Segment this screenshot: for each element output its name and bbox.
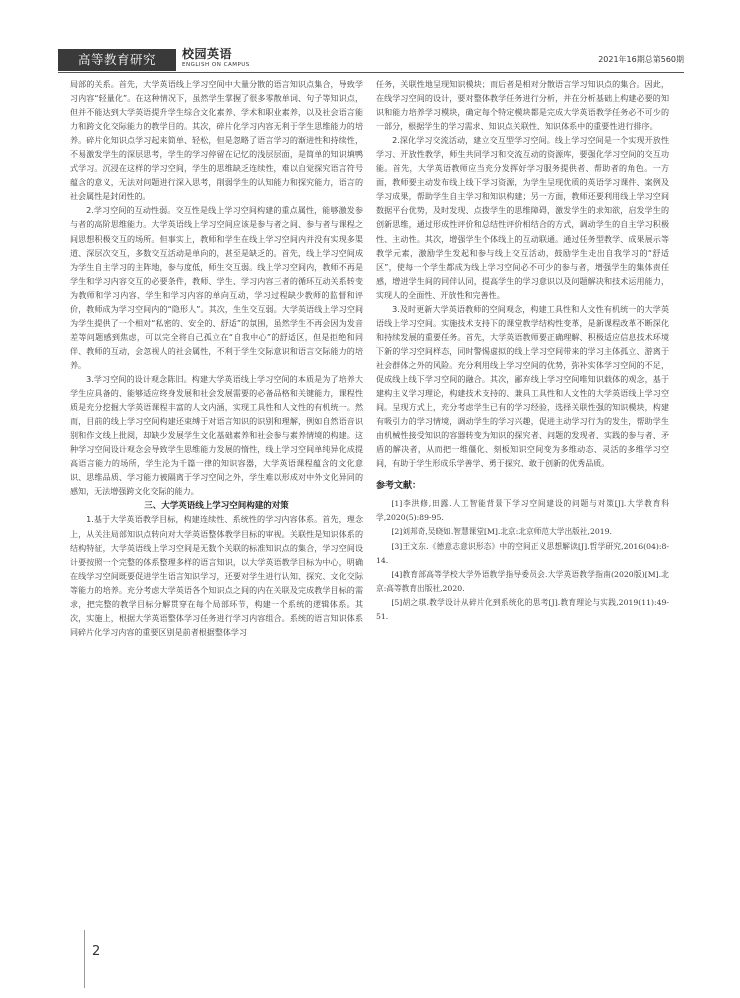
page-number: 2 <box>92 944 101 959</box>
reference-item: [1]李洪修,田露.人工智能背景下学习空间建设的问题与对策[J].大学教育科学,2020(5):89-95. <box>376 499 669 523</box>
reference-item: [2]刘邦奇,吴晓如.智慧课堂[M].北京:北京师范大学出版社,2019. <box>391 527 612 537</box>
reference-item: [3]王文东.《德意志意识形态》中的空间正义思想解读[J].哲学研究,2016(04):8-14. <box>376 541 669 565</box>
left-text-column <box>70 78 363 640</box>
body-paragraph: 2.学习空间的互动性弱。交互性是线上学习空间构建的重点属性，能够激发参与者的高阶思维能力。大学英语线上学习空间应该是参与者之间、参与者与课程之间思想积极交互的场所。但事实上，教师和学生在线上学习空间内并没有实现多渠道、深层次交互，多数交互活动是单向的，甚至是缺乏的。首先，线上学习空间成为学生自主学习的主阵地，参与度低，师生交互弱。线上学习空间内，教师不再是学生和学习内容交互的必要条件，教师、学生、学习内容三者的循环互动关系转变为教师和学习内容、学生和学习内容的单向互动，学习过程缺少教师的监督和评价，教师成为学习空间内的“隐形人”。其次，生生交互弱。大学英语线上学习空间为学生提供了一个相对“私密的、安全的、舒适”的氛围，虽然学生不再会因为发音差等问题感到焦虑，可以完全将自己孤立在“自我中心”的舒适区，但是拒绝和同伴、教师的互动，会忽视人的社会属性，不利于学生交际意识和语言交际能力的培养。 <box>70 206 363 370</box>
references-title: 参考文献： <box>376 481 422 492</box>
page-number-divider <box>84 930 85 988</box>
right-text-column <box>376 78 669 624</box>
body-paragraph: 2.深化学习交流活动，建立交互型学习空间。线上学习空间是一个实现开放性学习、开放性教学，师生共同学习和交流互动的资源库，要强化学习空间的交互功能。首先，大学英语教师应当充分发挥好学习服务提供者、帮助者的角色。一方面，教师要主动发布线上线下学习资源，为学生呈现优质的英语学习课件、案例及学习成果，帮助学生自主学习和知识构建；另一方面，教师还要利用线上学习空间数据平台优势，及时发现、点拨学生的思维障碍，激发学生的求知欲，启发学生的创新思维，通过形成性评价和总结性评价相结合的方式，调动学生的自主学习积极性、主动性。其次，增强学生个体线上的互动联通。通过任务型教学、成果展示等教学元素，激励学生发起和参与线上交互活动，鼓励学生走出自我学习的“舒适区”，使每一个学生都成为线上学习空间必不可少的参与者，增强学生的集体责任感，增进学生间的同伴认同，提高学生的学习意识以及问题解决和技术运用能力，实现人的全面性、开放性和完善性。 <box>376 136 669 300</box>
reference-item: [4]教育部高等学校大学外语教学指导委员会.大学英语教学指南(2020版)[M].北京:高等教育出版社,2020. <box>376 569 669 593</box>
page-header <box>58 49 684 71</box>
body-paragraph: 3.学习空间的设计观念陈旧。构建大学英语线上学习空间的本质是为了培养大学生应具备的、能够适应终身发展和社会发展需要的必备品格和关键能力，课程性质是充分挖掘大学英语课程丰富的人文内涵，实现工具性和人文性的有机统一。然而，目前的线上学习空间构建还束缚于对语言知识的识别和理解，例如自然语音识别和作文线上批阅，却缺少发展学生文化基础素养和社会参与素养情境的构建。这种学习空间设计观念会导致学生思维能力发展的惰性，线上学习空间单纯异化成提高语言能力的场所，学生沦为千篇一律的知识容器，大学英语课程蕴含的文化意识、思维品质、学习能力被隔离于学习空间之外，学生难以形成对中外文化异同的感知，无法增强跨文化交际的能力。 <box>70 374 363 497</box>
header-divider <box>58 72 684 73</box>
section-heading: 三、大学英语线上学习空间构建的对策 <box>144 501 289 512</box>
logo-chinese-text: 校园英语 <box>182 47 233 61</box>
campus-english-logo <box>182 47 250 69</box>
body-paragraph: 局部的关系。首先，大学英语线上学习空间中大量分散的语言知识点集合，导致学习内容“轻量化”。在这种情况下，虽然学生掌握了很多零散单词、句子等知识点，但并不能达到大学英语提升学生综合文化素养、学术和职业素养，以及社会语言能力和跨文化交际能力的教学目的。其次，碎片化学习内容无利于学生思维能力的培养。碎片化知识点学习起来简单、轻松，但是忽略了语言学习的渐进性和持续性，不易激发学生的深层思考，学生的学习停留在记忆的浅层层面，是简单的知识填鸭式学习。沉浸在这样的学习空间，学生的思维缺乏连续性，难以自觉探究语言符号蕴含的意义，无法对问题进行深入思考，削弱学生的认知能力和探究能力，语言的社会属性是封闭性的。 <box>70 80 363 202</box>
body-paragraph: 1.基于大学英语教学目标，构建连续性、系统性的学习内容体系。首先，理念上，从关注局部知识点转向对大学英语整体教学目标的审视。关联性是知识体系的结构特征，大学英语线上学习空间是无数个关联的标准知识点的集合，学习空间设计要按照一个完整的体系整理多样的语言知识，以大学英语教学目标为中心，明确在线学习空间既要促进学生语言知识学习，还要对学生进行认知、探究、文化交际等能力的培养。充分考虑大学英语各个知识点之间的内在关联及完成教学目标的需求，把完整的教学目标分解贯穿在每个局部环节，构建一个系统的逻辑体系。其次，实施上，根据大学英语整体学习任务进行学习内容组合。系统的语言知识体系同碎片化学习内容的重要区别是前者根据整体学习 <box>70 515 363 637</box>
journal-name-label: 高等教育研究 <box>58 49 176 71</box>
issue-number: 2021年16期总第560期 <box>598 55 684 64</box>
body-paragraph: 任务，关联性地呈现知识模块；而后者是相对分散语言学习知识点的集合。因此，在线学习空间的设计，要对整体教学任务进行分析，并在分析基础上构建必要的知识和能力培养学习模块，确定每个特定模块都是完成大学英语教学任务必不可少的一部分，根据学生的学习需求、知识点关联性、知识体系中的重要性进行排序。 <box>376 80 669 132</box>
logo-english-text: ENGLISH ON CAMPUS <box>182 62 250 68</box>
body-paragraph: 3.及时更新大学英语教师的空间观念，构建工具性和人文性有机统一的大学英语线上学习空间。实施技术支持下的课堂教学结构性变革，是新课程改革不断深化和持续发展的重要任务。首先，大学英语教师要正确理解、积极适应信息技术环境下新的学习空间样态，同时警惕虚拟的线上学习空间带来的学习主体孤立、游离于社会群体之外的风险。充分利用线上学习空间的优势，弥补实体学习空间的不足，促成线上线下学习空间的融合。其次，鄙弃线上学习空间唯知识载体的观念，基于建构主义学习理论，构建技术支持的、兼具工具性和人文性的大学英语线上学习空间。呈现方式上，充分考虑学生已有的学习经验，选择关联性强的知识模块，构建有吸引力的学习情境，调动学生的学习兴趣，促进主动学习行为的发生，帮助学生由机械性接受知识的容器转变为知识的探究者、问题的发现者、实践的参与者、矛盾的解决者，从而把一维僵化、刻板知识空间变为多维动态、灵活的多维学习空间，有助于学生形成乐学善学、勇于探究、敢于创新的优秀品质。 <box>376 304 669 469</box>
reference-item: [5]胡之琪.教学设计从碎片化到系统化的思考[J].教育理论与实践,2019(11):49-51. <box>376 597 669 621</box>
